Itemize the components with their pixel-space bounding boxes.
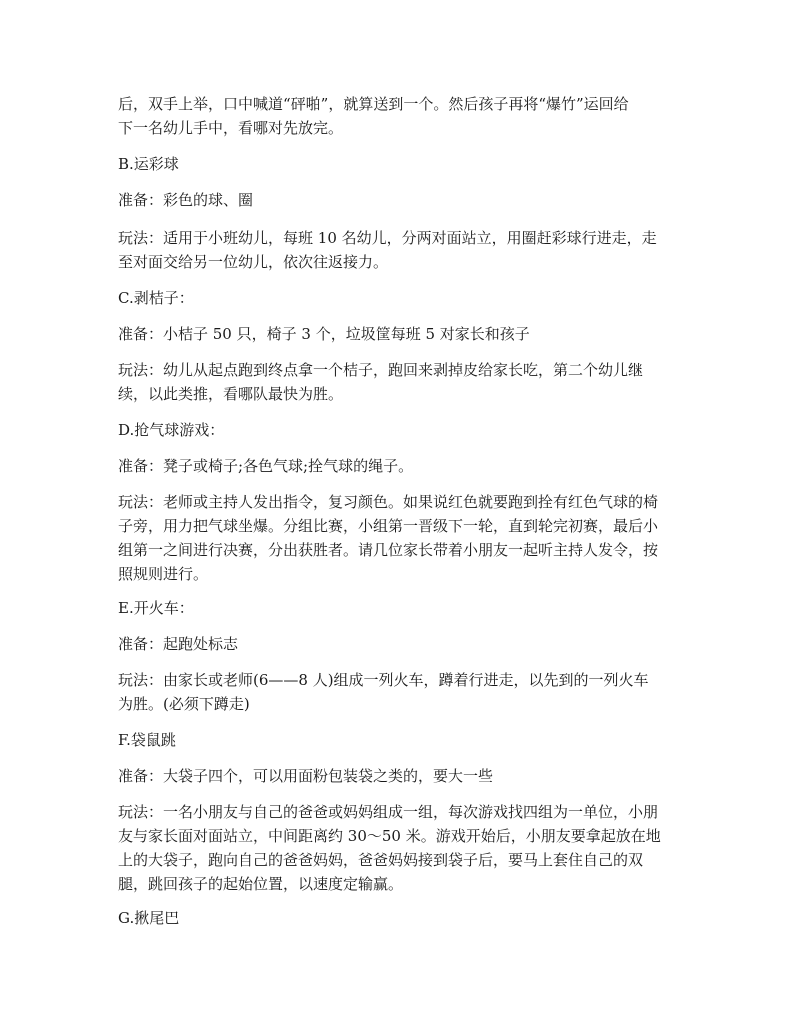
paragraph-e-prep [118, 632, 678, 656]
text-line: 友与家长面对面站立，中间距离约 30～50 米。游戏开始后，小朋友要拿起放在地 [118, 827, 661, 845]
heading-c [118, 286, 678, 310]
text-line: 续，以此类推，看哪队最快为胜。 [118, 385, 344, 403]
text-line: 准备：彩色的球、圈 [118, 191, 254, 209]
heading-d [118, 418, 678, 442]
heading-text: F.袋鼠跳 [118, 731, 176, 749]
heading-f [118, 728, 678, 752]
paragraph-b-play [118, 226, 678, 274]
text-line: 准备：大袋子四个，可以用面粉包装袋之类的，要大一些 [118, 767, 494, 785]
heading-text: G.揪尾巴 [118, 909, 180, 927]
text-line: 为胜。(必须下蹲走) [118, 695, 250, 713]
text-line: 组第一之间进行决赛，分出获胜者。请几位家长带着小朋友一起听主持人发令，按 [118, 541, 659, 559]
heading-e [118, 596, 678, 620]
heading-text: B.运彩球 [118, 155, 179, 173]
paragraph-d-play [118, 490, 678, 586]
paragraph-f-prep [118, 764, 678, 788]
text-line: 子旁，用力把气球坐爆。分组比赛，小组第一晋级下一轮，直到轮完初赛，最后小 [118, 517, 659, 535]
text-line: 后，双手上举，口中喊道“砰啪”，就算送到一个。然后孩子再将“爆竹”运回给 [118, 95, 629, 113]
text-line: 上的大袋子，跑向自己的爸爸妈妈，爸爸妈妈接到袋子后，要马上套住自己的双 [118, 851, 644, 869]
text-line: 玩法：幼儿从起点跑到终点拿一个桔子，跑回来剥掉皮给家长吃，第二个幼儿继 [118, 361, 644, 379]
paragraph-firecracker-end [118, 92, 678, 140]
text-line: 玩法：老师或主持人发出指令，复习颜色。如果说红色就要跑到拴有红色气球的椅 [118, 493, 659, 511]
text-line: 玩法：由家长或老师(6——8 人)组成一列火车，蹲着行进走，以先到的一列火车 [118, 671, 649, 689]
heading-g [118, 906, 678, 930]
text-line: 玩法：适用于小班幼儿，每班 10 名幼儿，分两对面站立，用圈赶彩球行进走，走 [118, 229, 657, 247]
text-line: 腿，跳回孩子的起始位置，以速度定输赢。 [118, 875, 404, 893]
text-line: 准备：起跑处标志 [118, 635, 239, 653]
heading-text: D.抢气球游戏： [118, 421, 225, 439]
text-line: 准备：凳子或椅子;各色气球;拴气球的绳子。 [118, 457, 414, 475]
text-line: 下一名幼儿手中，看哪对先放完。 [118, 119, 344, 137]
paragraph-b-prep [118, 188, 678, 212]
paragraph-d-prep [118, 454, 678, 478]
heading-b [118, 152, 678, 176]
heading-text: C.剥桔子： [118, 289, 194, 307]
text-line: 玩法：一名小朋友与自己的爸爸或妈妈组成一组，每次游戏找四组为一单位，小朋 [118, 803, 659, 821]
text-line: 准备：小桔子 50 只，椅子 3 个，垃圾筐每班 5 对家长和孩子 [118, 325, 530, 343]
paragraph-e-play [118, 668, 678, 716]
paragraph-f-play [118, 800, 678, 896]
heading-text: E.开火车： [118, 599, 194, 617]
paragraph-c-play [118, 358, 678, 406]
text-line: 至对面交给另一位幼儿，依次往返接力。 [118, 253, 389, 271]
paragraph-c-prep [118, 322, 678, 346]
text-line: 照规则进行。 [118, 565, 209, 583]
